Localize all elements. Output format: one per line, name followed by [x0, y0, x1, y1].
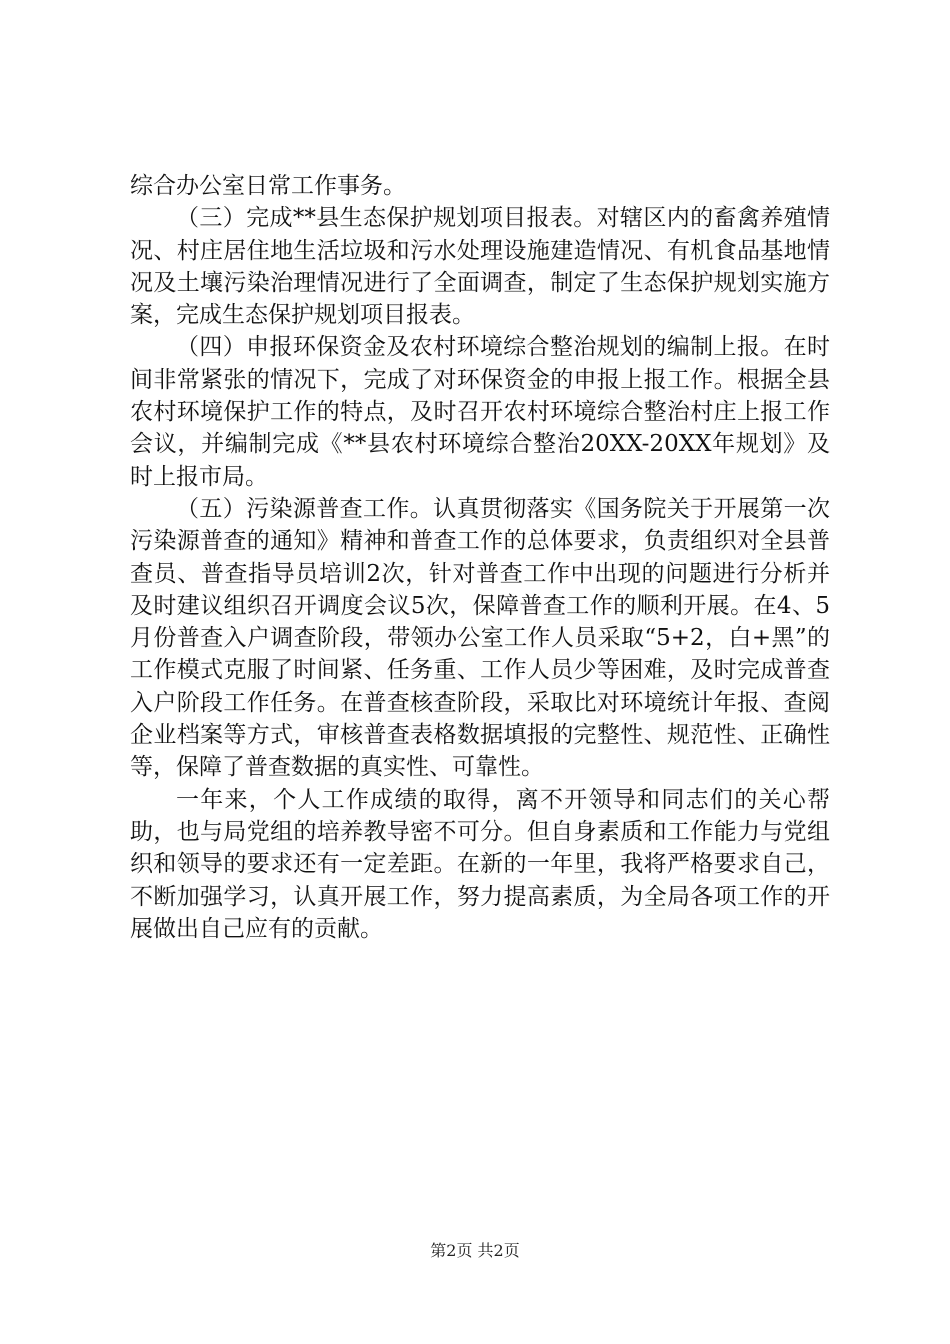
paragraph-pollution-census: （五）污染源普查工作。认真贯彻落实《国务院关于开展第一次污染源普查的通知》精神和普查工作的总体要求，负责组织对全县普查员、普查指导员培训2次，针对普查工作中出现的问题进行分析并及时建议组织召开调度会议5次，保障普查工作的顺利开展。在4、5月份普查入户调查阶段，带领办公室工作人员采取“5+2，白+黑”的工作模式克服了时间紧、任务重、工作人员少等困难，及时完成普查入户阶段工作任务。在普查核查阶段，采取比对环境统计年报、查阅企业档案等方式，审核普查表格数据填报的完整性、规范性、正确性等，保障了普查数据的真实性、可靠性。: [130, 495, 830, 781]
page-number: 第2页 共2页: [430, 1241, 520, 1260]
paragraph-funding-report: （四）申报环保资金及农村环境综合整治规划的编制上报。在时间非常紧张的情况下，完成了对环保资金的申报上报工作。根据全县农村环境保护工作的特点，及时召开农村环境综合整治村庄上报工作会议，并编制完成《**县农村环境综合整治20XX-20XX年规划》及时上报市局。: [130, 334, 830, 490]
document-body: [130, 170, 830, 945]
paragraph-continuation: 综合办公室日常工作事务。: [130, 173, 406, 199]
paragraph-conclusion: 一年来，个人工作成绩的取得，离不开领导和同志们的关心帮助，也与局党组的培养教导密不可分。但自身素质和工作能力与党组织和领导的要求还有一定差距。在新的一年里，我将严格要求自己，不断加强学习，认真开展工作，努力提高素质，为全局各项工作的开展做出自己应有的贡献。: [130, 786, 830, 942]
paragraph-ecology-plan: （三）完成**县生态保护规划项目报表。对辖区内的畜禽养殖情况、村庄居住地生活垃圾和污水处理设施建造情况、有机食品基地情况及土壤污染治理情况进行了全面调查，制定了生态保护规划实施方案，完成生态保护规划项目报表。: [130, 205, 830, 329]
page-footer: [0, 1240, 950, 1262]
